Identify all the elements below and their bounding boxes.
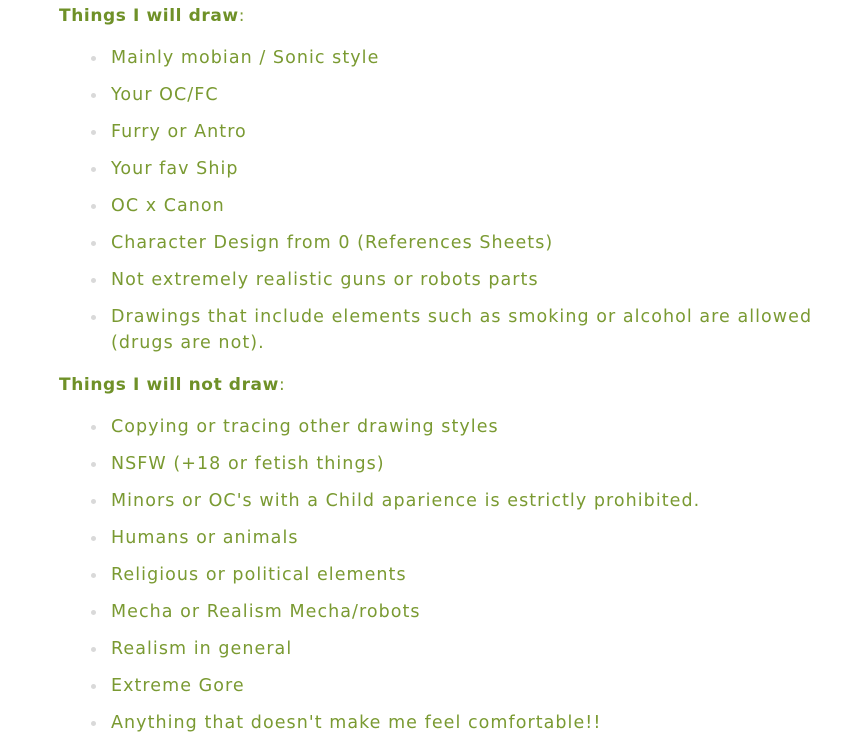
list-item: Minors or OC's with a Child aparience is estrictly prohibited. bbox=[111, 488, 839, 514]
list-item: Your fav Ship bbox=[111, 156, 839, 182]
list-item: OC x Canon bbox=[111, 193, 839, 219]
will-not-draw-heading-text: Things I will not draw bbox=[59, 375, 279, 395]
list-item: Your OC/FC bbox=[111, 82, 839, 108]
will-draw-heading-text: Things I will draw bbox=[59, 6, 239, 26]
will-not-draw-heading bbox=[59, 371, 839, 399]
list-item: Mecha or Realism Mecha/robots bbox=[111, 599, 839, 625]
will-not-draw-list bbox=[59, 414, 839, 736]
list-item: Mainly mobian / Sonic style bbox=[111, 45, 839, 71]
terms-content bbox=[59, 0, 839, 736]
list-item: Not extremely realistic guns or robots parts bbox=[111, 267, 839, 293]
list-item: Anything that doesn't make me feel comfortable!! bbox=[111, 710, 839, 736]
list-item: Humans or animals bbox=[111, 525, 839, 551]
will-not-draw-heading-colon: : bbox=[278, 375, 286, 395]
list-item: NSFW (+18 or fetish things) bbox=[111, 451, 839, 477]
list-item: Character Design from 0 (References Sheets) bbox=[111, 230, 839, 256]
list-item: Extreme Gore bbox=[111, 673, 839, 699]
will-draw-heading-colon: : bbox=[238, 6, 246, 26]
will-draw-list bbox=[59, 45, 839, 356]
list-item: Religious or political elements bbox=[111, 562, 839, 588]
list-item: Copying or tracing other drawing styles bbox=[111, 414, 839, 440]
list-item: Drawings that include elements such as smoking or alcohol are allowed (drugs are not). bbox=[111, 304, 839, 356]
will-draw-heading bbox=[59, 0, 839, 30]
list-item: Furry or Antro bbox=[111, 119, 839, 145]
list-item: Realism in general bbox=[111, 636, 839, 662]
